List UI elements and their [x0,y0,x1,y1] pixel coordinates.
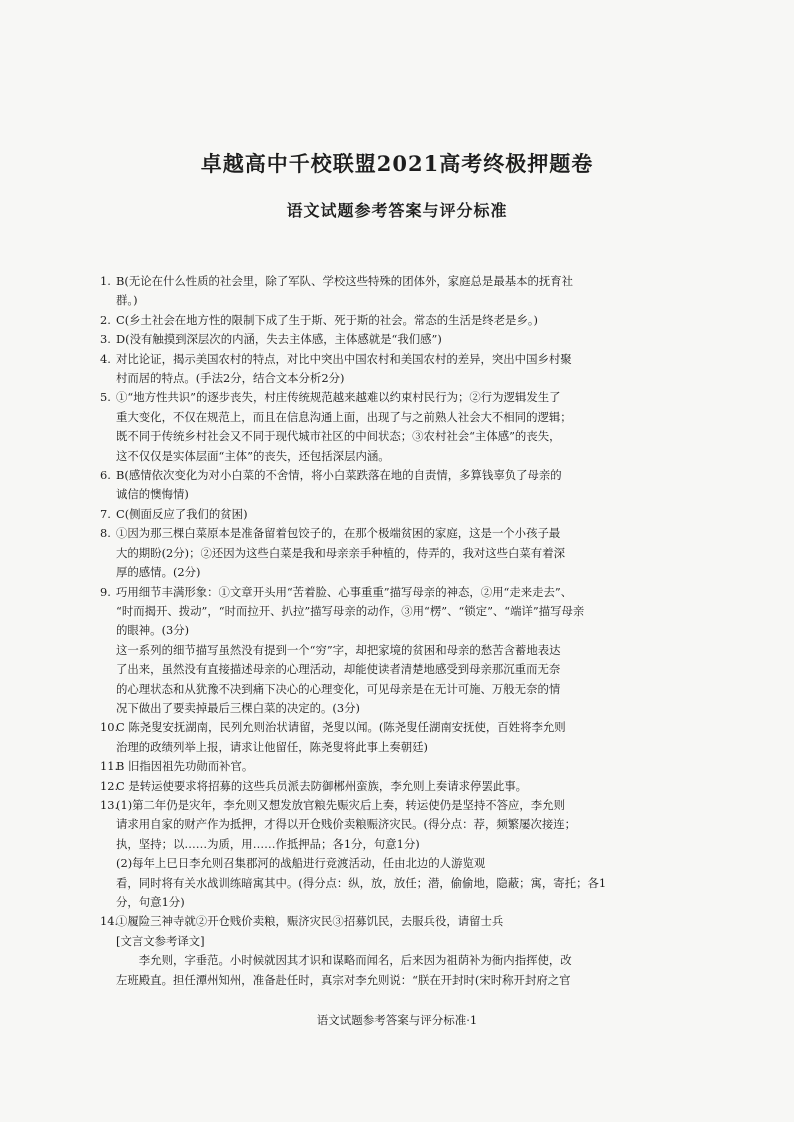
answer-number: 14. [100,914,119,929]
answer-line: 这不仅仅是实体层面“主体”的丧失，还包括深层内涵。 [116,448,390,463]
translation-paragraph [100,951,662,990]
answer-line: 群。) [116,293,138,308]
answer-number: 11. [100,759,119,774]
answer-number: 6. [100,468,111,483]
answer-line: [文言文参考译文] [116,933,205,948]
answer-list-2 [100,718,662,951]
answer-line: (1)第二年仍是灾年，李允则又想发放官粮先赈灾后上奏，转运使仍是坚持不答应，李允则 [116,797,565,812]
answer-line: 诚信的懊悔情) [116,487,189,502]
paragraph-line: 这一系列的细节描写虽然没有提到一个“穷”字，却把家境的贫困和母亲的愁苦含蓄地表达 [116,642,561,657]
answer-item [100,350,662,389]
answer-line: ①履险三神寺就②开仓贱价卖粮，赈济灾民③招募饥民，去服兵役，请留士兵 [116,914,504,929]
answer-line: C(侧面反应了我们的贫困) [116,506,248,521]
answer-number: 8. [100,526,111,541]
answer-item [100,524,662,582]
answer-line: 巧用细节丰满形象：①文章开头用“苦着脸、心事重重”描写母亲的神态，②用“走来走去”、 [116,584,573,599]
answer-number: 3. [100,332,111,347]
page-subtitle: 语文试题参考答案与评分标准 [286,201,508,220]
answer-number: 2. [100,312,111,327]
answer-line: 村而居的特点。(手法2分，结合文本分析2分) [116,371,345,386]
answer-line: 重大变化，不仅在规范上，而且在信息沟通上面，出现了与之前熟人社会大不相同的逻辑； [116,409,572,424]
answer-9-paragraph [100,641,662,719]
answer-line: 治理的政绩列举上报，请求让他留任，陈尧叟将此事上奏朝廷) [116,739,428,754]
answer-item [100,466,662,505]
answer-line: B(感情依次变化为对小白菜的不舍情，将小白菜跌落在地的自责情，多算钱辜负了母亲的 [116,468,562,483]
answer-line: 的眼神。(3分) [116,623,190,638]
answer-number: 5. [100,390,111,405]
paragraph-line: 了出来，虽然没有直接描述母亲的心理活动，却能使读者清楚地感受到母亲那沉重而无奈 [116,662,561,677]
answer-line: C 是转运使要求将招募的这些兵员派去防御郴州蛮族，李允则上奏请求停罢此事。 [116,778,528,793]
answer-line: B(无论在什么性质的社会里，除了军队、学校这些特殊的团体外，家庭总是最基本的抚育社 [116,274,574,288]
paragraph-line: 的心理状态和从犹豫不决到痛下决心的心理变化，可见母亲是在无计可施、万般无奈的情 [116,681,561,696]
answer-item [100,757,662,776]
answer-number: 7. [100,506,111,521]
answer-line: 看，同时将有关水战训练暗寓其中。(得分点：纵，放，放任；潜，偷偷地，隐蔽；寓，寄托；各1 [116,875,607,890]
answer-item [100,505,662,524]
answer-line: (2)每年上巳日李允则召集郡河的战船进行竞渡活动，任由北边的人游览观 [116,856,486,871]
paragraph-line: 李允则，字垂范。小时候就因其才识和谋略而闻名，后来因为祖荫补为衙内指挥使，改 [138,953,572,968]
answer-number: 12. [100,778,119,793]
answer-item [100,311,662,330]
paragraph-line: 况下做出了要卖掉最后三棵白菜的决定的。(3分) [116,700,360,715]
answer-line: C 陈尧叟安抚湖南，民列允则治状请留，尧叟以闻。(陈尧叟任湖南安抚使，百姓将李允则 [116,720,566,735]
answer-line: D(没有触摸到深层次的内涵，失去主体感，主体感就是“我们感”) [116,332,442,347]
answer-item [100,777,662,796]
answer-item [100,796,662,912]
answer-line: C(乡土社会在地方性的限制下成了生于斯、死于斯的社会。常态的生活是终老是乡。) [116,312,538,327]
answer-item [100,388,662,466]
answer-line: “时而揭开、拨动”，“时而拉开、扒拉”描写母亲的动作，③用“楞”、“锁定”、“端详”描写母亲 [116,603,585,618]
answer-line: 执，坚持；以……为质，用……作抵押品；各1分，句意1分) [116,836,420,851]
answer-line: 大的期盼(2分)；②还因为这些白菜是我和母亲亲手种植的，侍弄的，我对这些白菜有着深 [116,545,565,560]
answer-number: 4. [100,351,111,366]
answer-number: 1. [100,274,111,288]
answer-line: B 旧指因祖先功勋而补官。 [116,759,254,774]
answer-item [100,330,662,349]
paragraph-line: 左班殿直。担任潭州知州，准备赴任时，真宗对李允则说：“朕在开封时(宋时称开封府之官 [116,972,571,987]
page-footer: 语文试题参考答案与评分标准·1 [316,1013,478,1027]
answer-line: 对比论证，揭示美国农村的特点，对比中突出中国农村和美国农村的差异，突出中国乡村聚 [116,351,572,366]
answer-line: ①“地方性共识”的逐步丧失，村庄传统规范越来越难以约束村民行为；②行为逻辑发生了 [116,390,561,405]
answer-item [100,583,662,641]
answer-line: ①因为那三棵白菜原本是准备留着包饺子的，在那个极端贫困的家庭，这是一个小孩子最 [116,526,561,541]
answer-line: 分，句意1分) [116,895,185,909]
answer-line: 既不同于传统乡村社会又不同于现代城市社区的中间状态；③农村社会“主体感”的丧失， [116,429,561,444]
answer-line: 请求用自家的财产作为抵押，才得以开仓贱价卖粮赈济灾民。(得分点：荐，频繁屡次接连； [116,817,577,832]
answer-number: 13. [100,797,119,812]
answer-line: 厚的感情。(2分) [116,565,201,580]
answer-list-1 [100,272,662,641]
answer-item [100,718,662,757]
answer-content [100,272,662,990]
answer-item [100,272,662,311]
page-title: 卓越高中千校联盟2021高考终极押题卷 [200,151,594,176]
answer-number: 10. [100,720,119,735]
answer-number: 9. [100,584,111,599]
answer-item [100,912,662,951]
